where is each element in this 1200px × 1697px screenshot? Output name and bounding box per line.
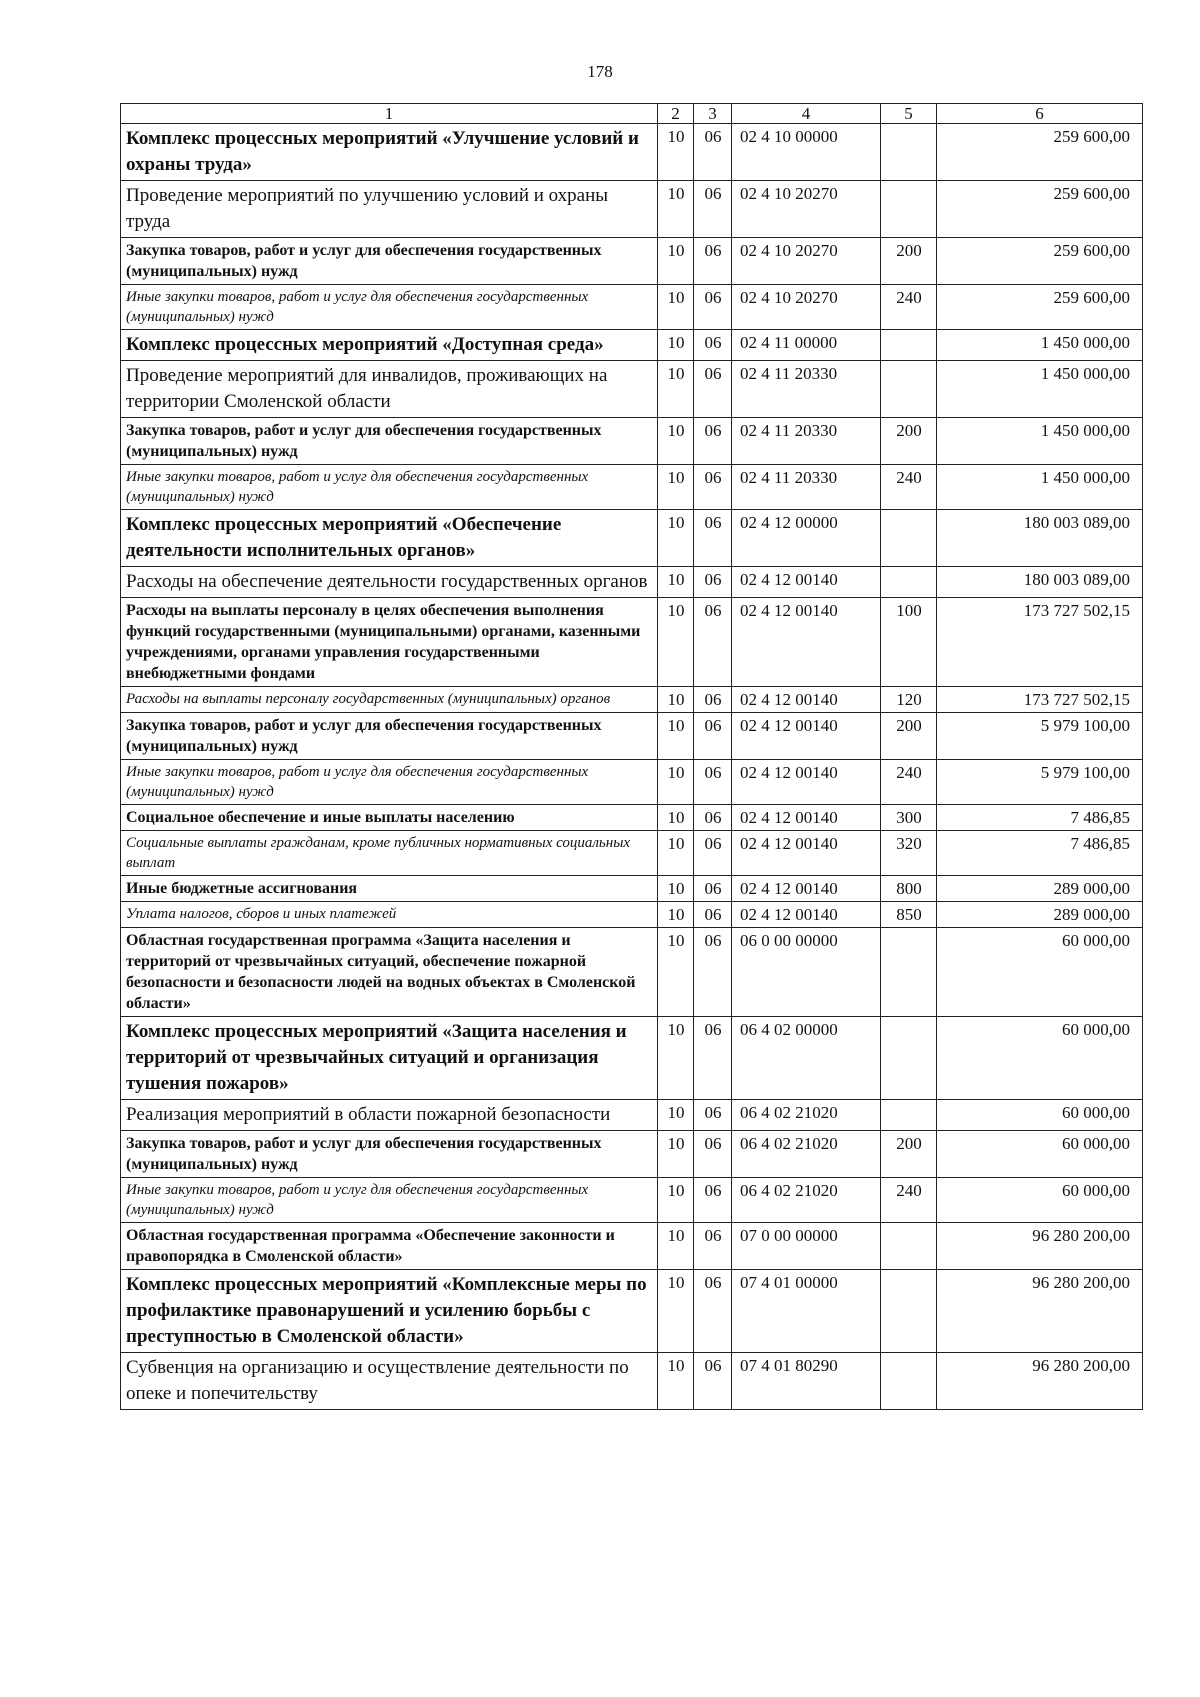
row-target-article-cell: 02 4 12 00140: [732, 567, 881, 598]
row-expense-type-cell: [881, 330, 937, 361]
row-target-article-cell: 02 4 12 00000: [732, 510, 881, 567]
row-amount-cell: 173 727 502,15: [937, 687, 1143, 713]
table-row: [121, 567, 1143, 598]
row-target-article-cell: 06 4 02 21020: [732, 1178, 881, 1223]
table-row: [121, 687, 1143, 713]
row-name-cell: Комплекс процессных мероприятий «Улучшение условий и охраны труда»: [121, 124, 658, 181]
row-subsection-cell: 06: [694, 1100, 732, 1131]
row-section-cell: 10: [658, 902, 694, 928]
table-row: [121, 465, 1143, 510]
table-row: [121, 1270, 1143, 1353]
row-name-cell: Уплата налогов, сборов и иных платежей: [121, 902, 658, 928]
row-name-cell: Закупка товаров, работ и услуг для обеспечения государственных (муниципальных) нужд: [121, 713, 658, 760]
row-target-article-cell: 02 4 11 20330: [732, 418, 881, 465]
row-subsection-cell: 06: [694, 1223, 732, 1270]
row-expense-type-cell: 200: [881, 713, 937, 760]
row-section-cell: 10: [658, 238, 694, 285]
row-section-cell: 10: [658, 1131, 694, 1178]
row-expense-type-cell: 300: [881, 805, 937, 831]
row-subsection-cell: 06: [694, 1353, 732, 1410]
row-expense-type-cell: [881, 1100, 937, 1131]
row-subsection-cell: 06: [694, 1270, 732, 1353]
row-amount-cell: 173 727 502,15: [937, 598, 1143, 687]
row-target-article-cell: 02 4 12 00140: [732, 831, 881, 876]
row-amount-cell: 259 600,00: [937, 238, 1143, 285]
row-section-cell: 10: [658, 1223, 694, 1270]
table-row: [121, 361, 1143, 418]
row-name-cell: Расходы на выплаты персоналу в целях обеспечения выполнения функций государственными (муниципальными) органами, казенными учреждениями, органами управления государственными внебюджетными фондами: [121, 598, 658, 687]
table-row: [121, 760, 1143, 805]
header-cell: 4: [732, 104, 881, 124]
row-target-article-cell: 06 4 02 00000: [732, 1017, 881, 1100]
row-amount-cell: 180 003 089,00: [937, 510, 1143, 567]
row-section-cell: 10: [658, 1100, 694, 1131]
row-name-cell: Расходы на обеспечение деятельности государственных органов: [121, 567, 658, 598]
row-target-article-cell: 02 4 12 00140: [732, 805, 881, 831]
row-expense-type-cell: 320: [881, 831, 937, 876]
row-subsection-cell: 06: [694, 831, 732, 876]
row-target-article-cell: 02 4 10 20270: [732, 181, 881, 238]
row-name-cell: Закупка товаров, работ и услуг для обеспечения государственных (муниципальных) нужд: [121, 1131, 658, 1178]
row-expense-type-cell: 240: [881, 465, 937, 510]
row-amount-cell: 259 600,00: [937, 285, 1143, 330]
row-target-article-cell: 02 4 12 00140: [732, 902, 881, 928]
row-section-cell: 10: [658, 465, 694, 510]
table-row: [121, 285, 1143, 330]
budget-table: [120, 103, 1143, 1410]
row-subsection-cell: 06: [694, 687, 732, 713]
row-subsection-cell: 06: [694, 238, 732, 285]
row-subsection-cell: 06: [694, 902, 732, 928]
row-section-cell: 10: [658, 1178, 694, 1223]
row-subsection-cell: 06: [694, 124, 732, 181]
row-subsection-cell: 06: [694, 330, 732, 361]
row-expense-type-cell: 200: [881, 238, 937, 285]
row-subsection-cell: 06: [694, 760, 732, 805]
row-target-article-cell: 02 4 12 00140: [732, 876, 881, 902]
row-section-cell: 10: [658, 181, 694, 238]
table-row: [121, 1017, 1143, 1100]
row-target-article-cell: 06 0 00 00000: [732, 928, 881, 1017]
row-name-cell: Комплекс процессных мероприятий «Обеспечение деятельности исполнительных органов»: [121, 510, 658, 567]
table-row: [121, 598, 1143, 687]
row-amount-cell: 259 600,00: [937, 124, 1143, 181]
row-section-cell: 10: [658, 567, 694, 598]
row-section-cell: 10: [658, 805, 694, 831]
row-name-cell: Субвенция на организацию и осуществление деятельности по опеке и попечительству: [121, 1353, 658, 1410]
page-number: 178: [587, 62, 613, 81]
row-subsection-cell: 06: [694, 567, 732, 598]
row-subsection-cell: 06: [694, 1017, 732, 1100]
row-amount-cell: 1 450 000,00: [937, 465, 1143, 510]
row-section-cell: 10: [658, 687, 694, 713]
row-subsection-cell: 06: [694, 465, 732, 510]
row-expense-type-cell: [881, 181, 937, 238]
row-target-article-cell: 06 4 02 21020: [732, 1131, 881, 1178]
row-subsection-cell: 06: [694, 510, 732, 567]
table-row: [121, 1353, 1143, 1410]
row-expense-type-cell: 200: [881, 418, 937, 465]
row-section-cell: 10: [658, 760, 694, 805]
row-target-article-cell: 02 4 10 20270: [732, 238, 881, 285]
table-row: [121, 928, 1143, 1017]
row-subsection-cell: 06: [694, 713, 732, 760]
row-section-cell: 10: [658, 713, 694, 760]
row-expense-type-cell: [881, 361, 937, 418]
row-name-cell: Иные закупки товаров, работ и услуг для обеспечения государственных (муниципальных) нужд: [121, 760, 658, 805]
row-amount-cell: 1 450 000,00: [937, 361, 1143, 418]
row-target-article-cell: 02 4 12 00140: [732, 598, 881, 687]
row-name-cell: Проведение мероприятий по улучшению условий и охраны труда: [121, 181, 658, 238]
table-row: [121, 418, 1143, 465]
row-section-cell: 10: [658, 330, 694, 361]
row-section-cell: 10: [658, 418, 694, 465]
row-subsection-cell: 06: [694, 598, 732, 687]
table-row: [121, 713, 1143, 760]
row-amount-cell: 5 979 100,00: [937, 713, 1143, 760]
row-expense-type-cell: [881, 1017, 937, 1100]
header-cell: 2: [658, 104, 694, 124]
row-amount-cell: 1 450 000,00: [937, 418, 1143, 465]
row-expense-type-cell: [881, 928, 937, 1017]
row-name-cell: Иные закупки товаров, работ и услуг для обеспечения государственных (муниципальных) нужд: [121, 465, 658, 510]
row-expense-type-cell: 120: [881, 687, 937, 713]
table-row: [121, 805, 1143, 831]
row-target-article-cell: 06 4 02 21020: [732, 1100, 881, 1131]
row-name-cell: Расходы на выплаты персоналу государственных (муниципальных) органов: [121, 687, 658, 713]
row-subsection-cell: 06: [694, 928, 732, 1017]
row-name-cell: Комплекс процессных мероприятий «Комплексные меры по профилактике правонарушений и усилению борьбы с преступностью в Смоленской области»: [121, 1270, 658, 1353]
row-name-cell: Закупка товаров, работ и услуг для обеспечения государственных (муниципальных) нужд: [121, 238, 658, 285]
row-expense-type-cell: 200: [881, 1131, 937, 1178]
row-target-article-cell: 02 4 11 20330: [732, 465, 881, 510]
row-subsection-cell: 06: [694, 285, 732, 330]
row-amount-cell: 60 000,00: [937, 1017, 1143, 1100]
row-expense-type-cell: [881, 1223, 937, 1270]
row-expense-type-cell: 800: [881, 876, 937, 902]
row-expense-type-cell: [881, 1270, 937, 1353]
row-subsection-cell: 06: [694, 1178, 732, 1223]
row-amount-cell: 96 280 200,00: [937, 1353, 1143, 1410]
row-amount-cell: 7 486,85: [937, 805, 1143, 831]
row-amount-cell: 259 600,00: [937, 181, 1143, 238]
row-section-cell: 10: [658, 361, 694, 418]
row-target-article-cell: 02 4 11 00000: [732, 330, 881, 361]
row-amount-cell: 289 000,00: [937, 876, 1143, 902]
table-row: [121, 1223, 1143, 1270]
row-name-cell: Реализация мероприятий в области пожарной безопасности: [121, 1100, 658, 1131]
row-section-cell: 10: [658, 831, 694, 876]
table-row: [121, 902, 1143, 928]
row-name-cell: Иные закупки товаров, работ и услуг для обеспечения государственных (муниципальных) нужд: [121, 285, 658, 330]
row-amount-cell: 60 000,00: [937, 928, 1143, 1017]
row-section-cell: 10: [658, 1017, 694, 1100]
row-amount-cell: 96 280 200,00: [937, 1223, 1143, 1270]
row-target-article-cell: 02 4 10 20270: [732, 285, 881, 330]
row-expense-type-cell: 240: [881, 760, 937, 805]
table-body: [121, 124, 1143, 1410]
row-amount-cell: 180 003 089,00: [937, 567, 1143, 598]
row-expense-type-cell: [881, 1353, 937, 1410]
table-row: [121, 831, 1143, 876]
row-section-cell: 10: [658, 510, 694, 567]
row-name-cell: Социальное обеспечение и иные выплаты населению: [121, 805, 658, 831]
row-section-cell: 10: [658, 124, 694, 181]
row-amount-cell: 60 000,00: [937, 1178, 1143, 1223]
row-name-cell: Комплекс процессных мероприятий «Доступная среда»: [121, 330, 658, 361]
row-expense-type-cell: [881, 567, 937, 598]
table-row: [121, 1100, 1143, 1131]
row-section-cell: 10: [658, 285, 694, 330]
row-name-cell: Проведение мероприятий для инвалидов, проживающих на территории Смоленской области: [121, 361, 658, 418]
row-section-cell: 10: [658, 598, 694, 687]
row-target-article-cell: 07 4 01 80290: [732, 1353, 881, 1410]
row-amount-cell: 96 280 200,00: [937, 1270, 1143, 1353]
row-name-cell: Социальные выплаты гражданам, кроме публичных нормативных социальных выплат: [121, 831, 658, 876]
table-row: [121, 876, 1143, 902]
row-name-cell: Областная государственная программа «Обеспечение законности и правопорядка в Смоленской области»: [121, 1223, 658, 1270]
table-row: [121, 181, 1143, 238]
header-row: [121, 104, 1143, 124]
row-target-article-cell: 07 0 00 00000: [732, 1223, 881, 1270]
table-row: [121, 124, 1143, 181]
row-target-article-cell: 02 4 10 00000: [732, 124, 881, 181]
table-row: [121, 330, 1143, 361]
row-subsection-cell: 06: [694, 876, 732, 902]
row-subsection-cell: 06: [694, 1131, 732, 1178]
row-amount-cell: 7 486,85: [937, 831, 1143, 876]
row-subsection-cell: 06: [694, 418, 732, 465]
row-name-cell: Иные бюджетные ассигнования: [121, 876, 658, 902]
row-expense-type-cell: 850: [881, 902, 937, 928]
row-subsection-cell: 06: [694, 805, 732, 831]
row-amount-cell: 60 000,00: [937, 1131, 1143, 1178]
row-expense-type-cell: 240: [881, 285, 937, 330]
row-subsection-cell: 06: [694, 361, 732, 418]
row-section-cell: 10: [658, 1270, 694, 1353]
row-amount-cell: 60 000,00: [937, 1100, 1143, 1131]
row-subsection-cell: 06: [694, 181, 732, 238]
row-expense-type-cell: 240: [881, 1178, 937, 1223]
header-cell: 1: [121, 104, 658, 124]
row-name-cell: Закупка товаров, работ и услуг для обеспечения государственных (муниципальных) нужд: [121, 418, 658, 465]
table-row: [121, 238, 1143, 285]
table-row: [121, 1178, 1143, 1223]
table-row: [121, 1131, 1143, 1178]
header-cell: 5: [881, 104, 937, 124]
row-amount-cell: 289 000,00: [937, 902, 1143, 928]
header-cell: 3: [694, 104, 732, 124]
row-target-article-cell: 02 4 12 00140: [732, 760, 881, 805]
table-row: [121, 510, 1143, 567]
header-cell: 6: [937, 104, 1143, 124]
row-name-cell: Комплекс процессных мероприятий «Защита населения и территорий от чрезвычайных ситуаций и организация тушения пожаров»: [121, 1017, 658, 1100]
row-section-cell: 10: [658, 1353, 694, 1410]
row-target-article-cell: 02 4 11 20330: [732, 361, 881, 418]
row-target-article-cell: 02 4 12 00140: [732, 713, 881, 760]
row-name-cell: Областная государственная программа «Защита населения и территорий от чрезвычайных ситуаций, обеспечение пожарной безопасности и безопасности людей на водных объектах в Смоленской области»: [121, 928, 658, 1017]
row-expense-type-cell: 100: [881, 598, 937, 687]
row-expense-type-cell: [881, 124, 937, 181]
row-name-cell: Иные закупки товаров, работ и услуг для обеспечения государственных (муниципальных) нужд: [121, 1178, 658, 1223]
row-target-article-cell: 02 4 12 00140: [732, 687, 881, 713]
row-section-cell: 10: [658, 928, 694, 1017]
row-amount-cell: 1 450 000,00: [937, 330, 1143, 361]
row-expense-type-cell: [881, 510, 937, 567]
row-amount-cell: 5 979 100,00: [937, 760, 1143, 805]
row-target-article-cell: 07 4 01 00000: [732, 1270, 881, 1353]
row-section-cell: 10: [658, 876, 694, 902]
